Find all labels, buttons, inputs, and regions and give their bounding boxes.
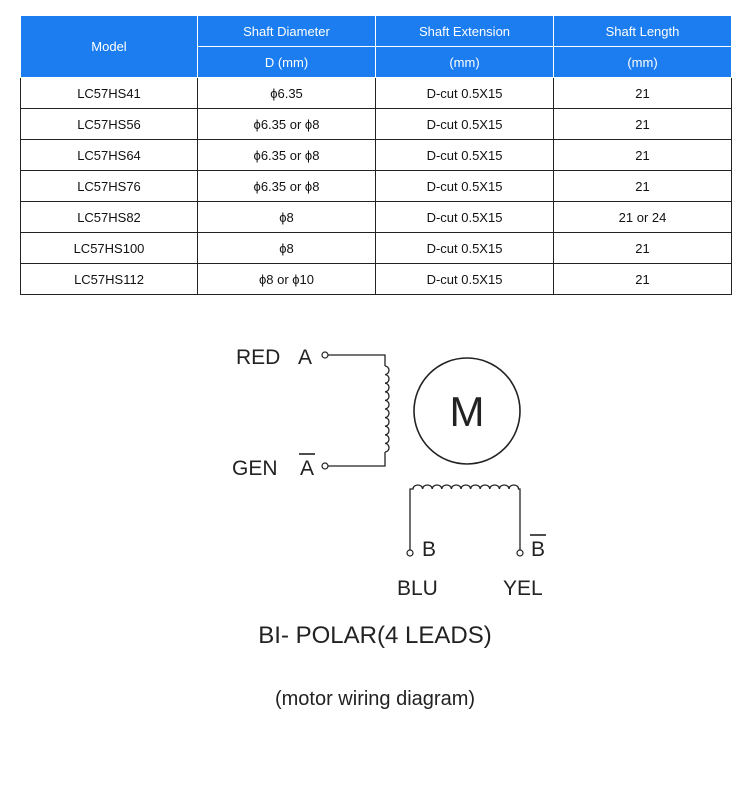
table-row [21, 109, 732, 140]
cell-extension: D-cut 0.5X15 [376, 264, 554, 295]
cell-extension: D-cut 0.5X15 [376, 233, 554, 264]
cell-diameter: ϕ8 [198, 233, 376, 264]
cell-diameter: ϕ6.35 or ϕ8 [198, 140, 376, 171]
cell-extension: D-cut 0.5X15 [376, 171, 554, 202]
cell-extension: D-cut 0.5X15 [376, 109, 554, 140]
diagram-subtitle: (motor wiring diagram) [274, 688, 476, 710]
motor-label: M [449, 388, 485, 435]
cell-length: 21 [554, 109, 732, 140]
cell-model: LC57HS56 [21, 109, 198, 140]
cell-length: 21 [554, 264, 732, 295]
header-extension-unit: (mm) [376, 47, 554, 78]
header-shaft-extension: Shaft Extension [376, 16, 554, 47]
diagram-title: BI- POLAR(4 LEADS) [258, 622, 492, 649]
table-row [21, 171, 732, 202]
cell-length: 21 [554, 78, 732, 109]
header-model: Model [21, 16, 198, 78]
cell-extension: D-cut 0.5X15 [376, 78, 554, 109]
header-shaft-length: Shaft Length [554, 16, 732, 47]
cell-model: LC57HS112 [21, 264, 198, 295]
coil-phase-a [385, 366, 389, 452]
cell-model: LC57HS76 [21, 171, 198, 202]
wire-label-blu: BLU [397, 577, 438, 600]
lead-label-a-bar: A [300, 457, 315, 480]
shaft-spec-table [20, 15, 732, 295]
lead-label-a: A [298, 346, 313, 369]
cell-length: 21 [554, 140, 732, 171]
terminal-a-bar [322, 463, 328, 469]
table-row [21, 264, 732, 295]
cell-model: LC57HS82 [21, 202, 198, 233]
cell-model: LC57HS41 [21, 78, 198, 109]
cell-extension: D-cut 0.5X15 [376, 202, 554, 233]
header-diameter-unit: D (mm) [198, 47, 376, 78]
cell-extension: D-cut 0.5X15 [376, 140, 554, 171]
wire-label-gen: GEN [232, 457, 278, 480]
table-row [21, 202, 732, 233]
terminal-b-bar [517, 550, 523, 556]
cell-diameter: ϕ6.35 or ϕ8 [198, 109, 376, 140]
lead-label-b: B [422, 538, 437, 561]
cell-diameter: ϕ8 [198, 202, 376, 233]
wire-label-red: RED [236, 346, 281, 369]
table-row [21, 233, 732, 264]
cell-diameter: ϕ6.35 or ϕ8 [198, 171, 376, 202]
cell-model: LC57HS100 [21, 233, 198, 264]
cell-diameter: ϕ8 or ϕ10 [198, 264, 376, 295]
wiring-diagram [0, 300, 750, 620]
cell-length: 21 [554, 233, 732, 264]
wire-label-yel: YEL [503, 577, 543, 600]
cell-length: 21 [554, 171, 732, 202]
terminal-b [407, 550, 413, 556]
phase-a-leads [328, 355, 385, 466]
header-shaft-diameter: Shaft Diameter [198, 16, 376, 47]
table-row [21, 140, 732, 171]
table-row [21, 78, 732, 109]
lead-label-b-bar: B [531, 538, 546, 561]
cell-length: 21 or 24 [554, 202, 732, 233]
cell-model: LC57HS64 [21, 140, 198, 171]
cell-diameter: ϕ6.35 [198, 78, 376, 109]
header-length-unit: (mm) [554, 47, 732, 78]
terminal-a [322, 352, 328, 358]
